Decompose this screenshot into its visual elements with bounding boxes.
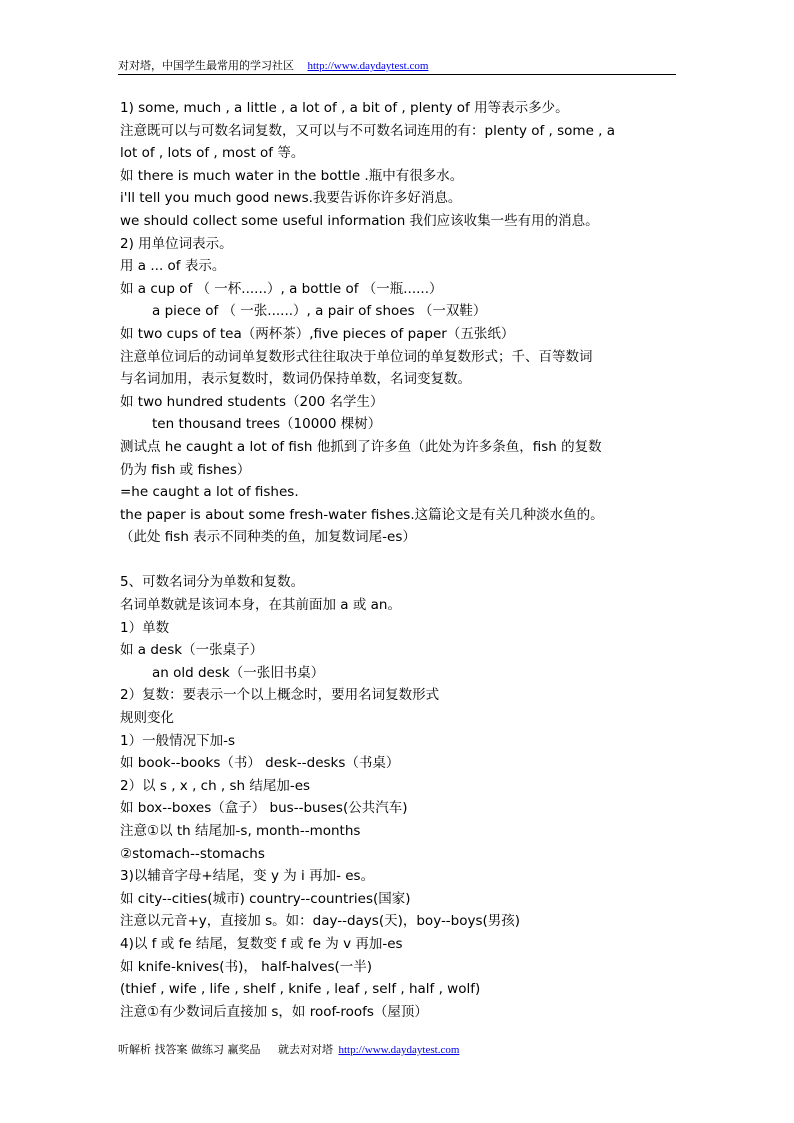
text-line: 如 knife-knives(书)， half-halves(一半) (120, 958, 373, 975)
text-line: 2）以 s , x , ch , sh 结尾加-es (120, 777, 311, 794)
text-line: 如 two hundred students（200 名学生） (120, 393, 384, 410)
footer-goto-text: 就去对对塔 (278, 1043, 333, 1056)
header-url-link[interactable]: http://www.daydaytest.com (307, 60, 429, 72)
text-line: ten thousand trees（10000 棵树） (152, 416, 382, 433)
text-line: 注意①有少数词后直接加 s，如 roof-roofs（屋顶） (120, 1003, 428, 1020)
text-line: 2) 用单位词表示。 (120, 235, 233, 252)
text-line: 1) some, much , a little , a lot of , a bit of , plenty of 用等表示多少。 (120, 100, 569, 116)
text-line: 1）单数 (120, 619, 170, 636)
text-line: 规则变化 (120, 710, 174, 727)
text-line: 注意①以 th 结尾加-s, month--months (120, 823, 361, 839)
text-line: 如 there is much water in the bottle .瓶中有很多水。 (120, 167, 464, 184)
page-header (118, 58, 676, 75)
text-line: 如 book--books（书） desk--desks（书桌） (120, 755, 400, 772)
text-line: (thief , wife , life , shelf , knife , leaf , self , half , wolf) (120, 981, 481, 998)
text-line: an old desk（一张旧书桌） (152, 664, 325, 681)
text-line: i'll tell you much good news.我要告诉你许多好消息。 (120, 190, 462, 207)
text-line: 如 box--boxes（盒子） bus--buses(公共汽车) (120, 800, 408, 817)
page-footer (118, 1042, 459, 1058)
footer-slogan: 听解析 找答案 做练习 赢奖品 (118, 1043, 261, 1056)
text-line: 测试点 he caught a lot of fish 他抓到了许多鱼（此处为许多条鱼，fish 的复数 (120, 438, 602, 455)
text-line: 注意以元音+y，直接加 s。如：day--days(天)，boy--boys(男孩) (120, 913, 521, 930)
text-line: （此处 fish 表示不同种类的鱼，加复数词尾-es） (120, 529, 416, 546)
text-line: 如 city--cities(城市) country--countries(国家) (120, 890, 411, 907)
text-line: 1）一般情况下加-s (120, 732, 235, 749)
text-line: lot of , lots of , most of 等。 (120, 145, 305, 162)
site-tagline: 对对塔，中国学生最常用的学习社区 (118, 59, 294, 72)
text-line: 仍为 fish 或 fishes） (120, 461, 251, 478)
footer-url-link[interactable]: http://www.daydaytest.com (338, 1044, 460, 1056)
text-line: 如 two cups of tea（两杯茶）,five pieces of paper（五张纸） (120, 325, 515, 342)
blank-line (120, 549, 690, 572)
document-body (120, 97, 690, 1023)
section-heading: 5、可数名词分为单数和复数。 (120, 574, 305, 591)
text-line: 如 a cup of （ 一杯......）, a bottle of （一瓶......） (120, 280, 443, 297)
text-line: 4)以 f 或 fe 结尾，复数变 f 或 fe 为 v 再加-es (120, 935, 403, 952)
text-line: 如 a desk（一张桌子） (120, 642, 264, 659)
text-line: 名词单数就是该词本身，在其前面加 a 或 an。 (120, 597, 401, 614)
text-line: 注意既可以与可数名词复数，又可以与不可数名词连用的有：plenty of , some , a (120, 122, 616, 139)
text-line: 用 a ... of 表示。 (120, 258, 226, 275)
text-line: 2）复数：要表示一个以上概念时，要用名词复数形式 (120, 687, 440, 704)
text-line: we should collect some useful information 我们应该收集一些有用的消息。 (120, 212, 599, 229)
text-line: 与名词加用，表示复数时，数词仍保持单数，名词变复数。 (120, 371, 471, 388)
text-line: 注意单位词后的动词单复数形式往往取决于单位词的单复数形式；千、百等数词 (120, 348, 593, 365)
text-line: =he caught a lot of fishes. (120, 484, 299, 501)
text-line: 3)以辅音字母+结尾，变 y 为 i 再加- es。 (120, 868, 375, 885)
text-line: the paper is about some fresh-water fishes.这篇论文是有关几种淡水鱼的。 (120, 506, 604, 523)
text-line: a piece of （ 一张......）, a pair of shoes （一双鞋） (152, 303, 487, 320)
text-line: ②stomach--stomachs (120, 845, 265, 862)
